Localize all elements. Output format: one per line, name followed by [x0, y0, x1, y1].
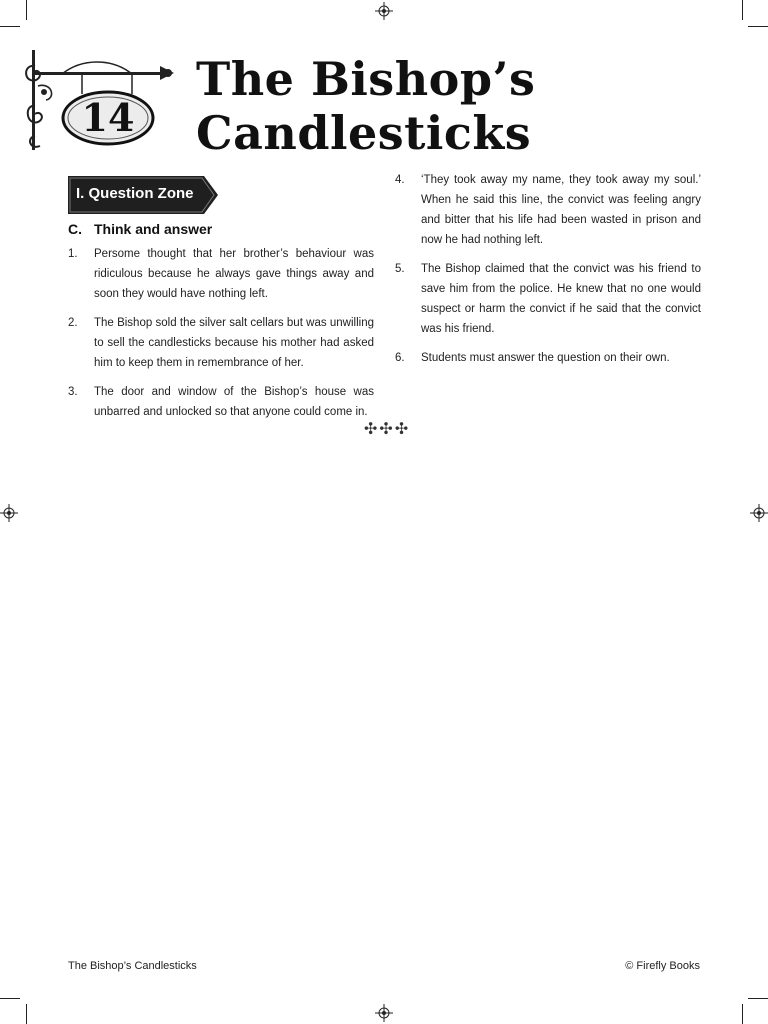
crop-mark [26, 1004, 27, 1024]
answer-item [68, 313, 374, 373]
chapter-title-line-2: Candlesticks [196, 106, 532, 160]
chapter-title [196, 52, 535, 160]
answer-list-left [68, 244, 374, 431]
registration-mark-icon [0, 504, 18, 522]
answer-number: 2. [68, 317, 78, 329]
subsection-letter: C. [68, 221, 82, 237]
subsection-heading [68, 221, 212, 237]
section-banner [68, 176, 218, 214]
answer-text: Persome thought that her brother’s behaviour was ridiculous because he always gave things away and soon they would have nothing left. [94, 248, 374, 300]
answer-text: The Bishop sold the silver salt cellars but was unwilling to sell the candlesticks because his mother had asked him to keep them in remembrance of her. [94, 317, 374, 369]
crop-mark [26, 0, 27, 20]
chapter-number: 14 [81, 95, 135, 140]
section-divider-ornament: ✣✣✣ [364, 421, 411, 438]
crop-mark [742, 1004, 743, 1024]
answer-number: 6. [395, 352, 405, 364]
answer-item [395, 348, 701, 368]
registration-mark-icon [750, 504, 768, 522]
footer-book-title: The Bishop’s Candlesticks [68, 960, 197, 972]
chapter-title-line-1: The Bishop’s [196, 52, 536, 106]
answer-number: 4. [395, 174, 405, 186]
registration-mark-icon [375, 1004, 393, 1022]
answer-number: 5. [395, 263, 405, 275]
answer-number: 1. [68, 248, 78, 260]
answer-item [395, 170, 701, 250]
answer-text: ‘They took away my name, they took away my soul.’ When he said this line, the convict was feeling angry and bitter that his life had been wasted in prison and now he had nothing left. [421, 174, 701, 246]
registration-mark-icon [375, 2, 393, 20]
section-banner-label: I. Question Zone [76, 185, 194, 202]
answer-number: 3. [68, 386, 78, 398]
answer-text: The Bishop claimed that the convict was his friend to save him from the police. He knew that no one would suspect or harm the convict if he said that the convict was his friend. [421, 263, 701, 335]
answer-text: Students must answer the question on their own. [421, 352, 670, 364]
crop-mark [742, 0, 743, 20]
answer-item [68, 382, 374, 422]
answer-item [68, 244, 374, 304]
answer-list-right [395, 170, 701, 377]
subsection-title: Think and answer [94, 221, 213, 237]
answer-item [395, 259, 701, 339]
crop-mark [748, 998, 768, 999]
answer-text: The door and window of the Bishop’s house was unbarred and unlocked so that anyone could come in. [94, 386, 374, 418]
crop-mark [748, 26, 768, 27]
footer-publisher: © Firefly Books [625, 960, 700, 972]
crop-mark [0, 26, 20, 27]
crop-mark [0, 998, 20, 999]
